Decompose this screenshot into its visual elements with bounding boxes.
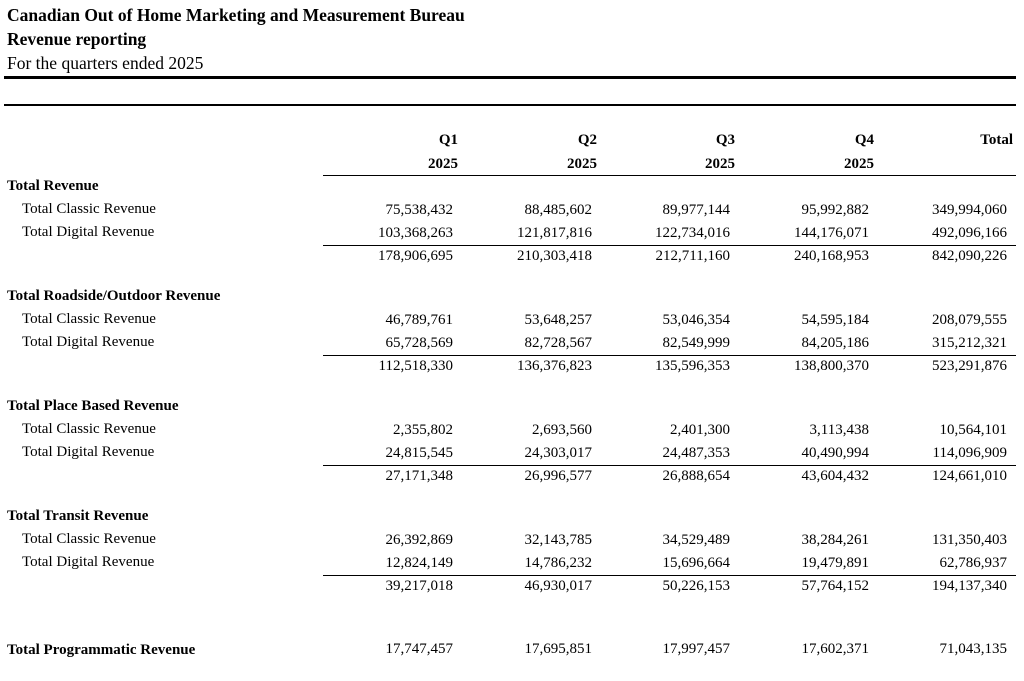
table-cell: 75,538,432 (385, 202, 453, 218)
subtotal-rule (323, 465, 1016, 466)
programmatic-cell: 71,043,135 (939, 641, 1007, 657)
table-cell: 3,113,438 (809, 422, 869, 438)
table-cell: 84,205,186 (801, 335, 869, 351)
subtotal-cell: 46,930,017 (524, 578, 592, 594)
subtotal-cell: 57,764,152 (801, 578, 869, 594)
subtotal-cell: 210,303,418 (517, 248, 592, 264)
table-cell: 53,046,354 (662, 312, 730, 328)
col-header-q1: Q1 2025 (428, 132, 458, 172)
table-cell: 40,490,994 (801, 445, 869, 461)
table-cell: 82,728,567 (524, 335, 592, 351)
table-cell: 114,096,909 (932, 445, 1007, 461)
table-cell: 131,350,403 (932, 532, 1007, 548)
table-cell: 121,817,816 (517, 225, 592, 241)
table-cell: 95,992,882 (801, 202, 869, 218)
table-cell: 103,368,263 (378, 225, 453, 241)
report-period: For the quarters ended 2025 (7, 53, 204, 73)
section-title-transit: Total Transit Revenue (7, 508, 149, 524)
programmatic-cell: 17,695,851 (524, 641, 592, 657)
subtotal-cell: 112,518,330 (378, 358, 453, 374)
subtotal-cell: 178,906,695 (378, 248, 453, 264)
row-label: Total Classic Revenue (22, 201, 156, 217)
table-cell: 65,728,569 (385, 335, 453, 351)
subtotal-cell: 39,217,018 (385, 578, 453, 594)
programmatic-label: Total Programmatic Revenue (7, 642, 196, 658)
table-cell: 89,977,144 (662, 202, 730, 218)
subtotal-cell: 240,168,953 (794, 248, 869, 264)
table-cell: 15,696,664 (662, 555, 730, 571)
table-cell: 2,401,300 (670, 422, 730, 438)
col-header-q3: Q3 2025 (705, 132, 735, 172)
subtotal-cell: 523,291,876 (932, 358, 1007, 374)
section-title-roadside-outdoor: Total Roadside/Outdoor Revenue (7, 288, 221, 304)
table-cell: 38,284,261 (801, 532, 869, 548)
programmatic-cell: 17,602,371 (801, 641, 869, 657)
programmatic-cell: 17,997,457 (662, 641, 730, 657)
subtotal-cell: 124,661,010 (932, 468, 1007, 484)
row-label: Total Classic Revenue (22, 421, 156, 437)
table-cell: 34,529,489 (662, 532, 730, 548)
table-cell: 315,212,321 (932, 335, 1007, 351)
table-cell: 10,564,101 (939, 422, 1007, 438)
row-label: Total Digital Revenue (22, 554, 155, 570)
table-cell: 54,595,184 (801, 312, 869, 328)
subtotal-cell: 50,226,153 (662, 578, 730, 594)
subtotal-cell: 138,800,370 (794, 358, 869, 374)
subtotal-cell: 842,090,226 (932, 248, 1007, 264)
subtotal-cell: 212,711,160 (655, 248, 730, 264)
table-cell: 492,096,166 (932, 225, 1007, 241)
subtotal-cell: 43,604,432 (801, 468, 869, 484)
table-cell: 2,693,560 (532, 422, 592, 438)
table-cell: 2,355,802 (393, 422, 453, 438)
row-label: Total Digital Revenue (22, 224, 155, 240)
table-cell: 349,994,060 (932, 202, 1007, 218)
table-cell: 24,303,017 (524, 445, 592, 461)
table-cell: 19,479,891 (801, 555, 869, 571)
subtotal-rule (323, 245, 1016, 246)
subtotal-cell: 135,596,353 (655, 358, 730, 374)
table-cell: 24,815,545 (385, 445, 453, 461)
table-cell: 26,392,869 (385, 532, 453, 548)
table-cell: 46,789,761 (385, 312, 453, 328)
col-header-q2: Q2 2025 (567, 132, 597, 172)
col-header-total: Total (980, 132, 1013, 148)
table-cell: 62,786,937 (939, 555, 1007, 571)
subtotal-cell: 27,171,348 (385, 468, 453, 484)
report-title: Revenue reporting (7, 29, 147, 49)
subtotal-cell: 26,888,654 (662, 468, 730, 484)
table-cell: 88,485,602 (524, 202, 592, 218)
row-label: Total Digital Revenue (22, 334, 155, 350)
table-cell: 14,786,232 (524, 555, 592, 571)
header-rule-thick (4, 76, 1016, 79)
header-underline (323, 175, 1016, 176)
col-header-q4: Q4 2025 (844, 132, 874, 172)
section-title-place-based: Total Place Based Revenue (7, 398, 179, 414)
programmatic-cell: 17,747,457 (385, 641, 453, 657)
table-cell: 24,487,353 (662, 445, 730, 461)
section-title-total-revenue: Total Revenue (7, 178, 99, 194)
subtotal-cell: 136,376,823 (517, 358, 592, 374)
organization-name: Canadian Out of Home Marketing and Measurement Bureau (7, 5, 465, 25)
table-cell: 82,549,999 (662, 335, 730, 351)
subtotal-cell: 194,137,340 (932, 578, 1007, 594)
table-cell: 208,079,555 (932, 312, 1007, 328)
row-label: Total Digital Revenue (22, 444, 155, 460)
row-label: Total Classic Revenue (22, 311, 156, 327)
table-cell: 122,734,016 (655, 225, 730, 241)
table-cell: 144,176,071 (794, 225, 869, 241)
subtotal-rule (323, 355, 1016, 356)
table-cell: 32,143,785 (524, 532, 592, 548)
header-rule-thin (4, 104, 1016, 106)
subtotal-cell: 26,996,577 (524, 468, 592, 484)
subtotal-rule (323, 575, 1016, 576)
table-cell: 12,824,149 (385, 555, 453, 571)
table-cell: 53,648,257 (524, 312, 592, 328)
report-header (7, 3, 465, 75)
row-label: Total Classic Revenue (22, 531, 156, 547)
